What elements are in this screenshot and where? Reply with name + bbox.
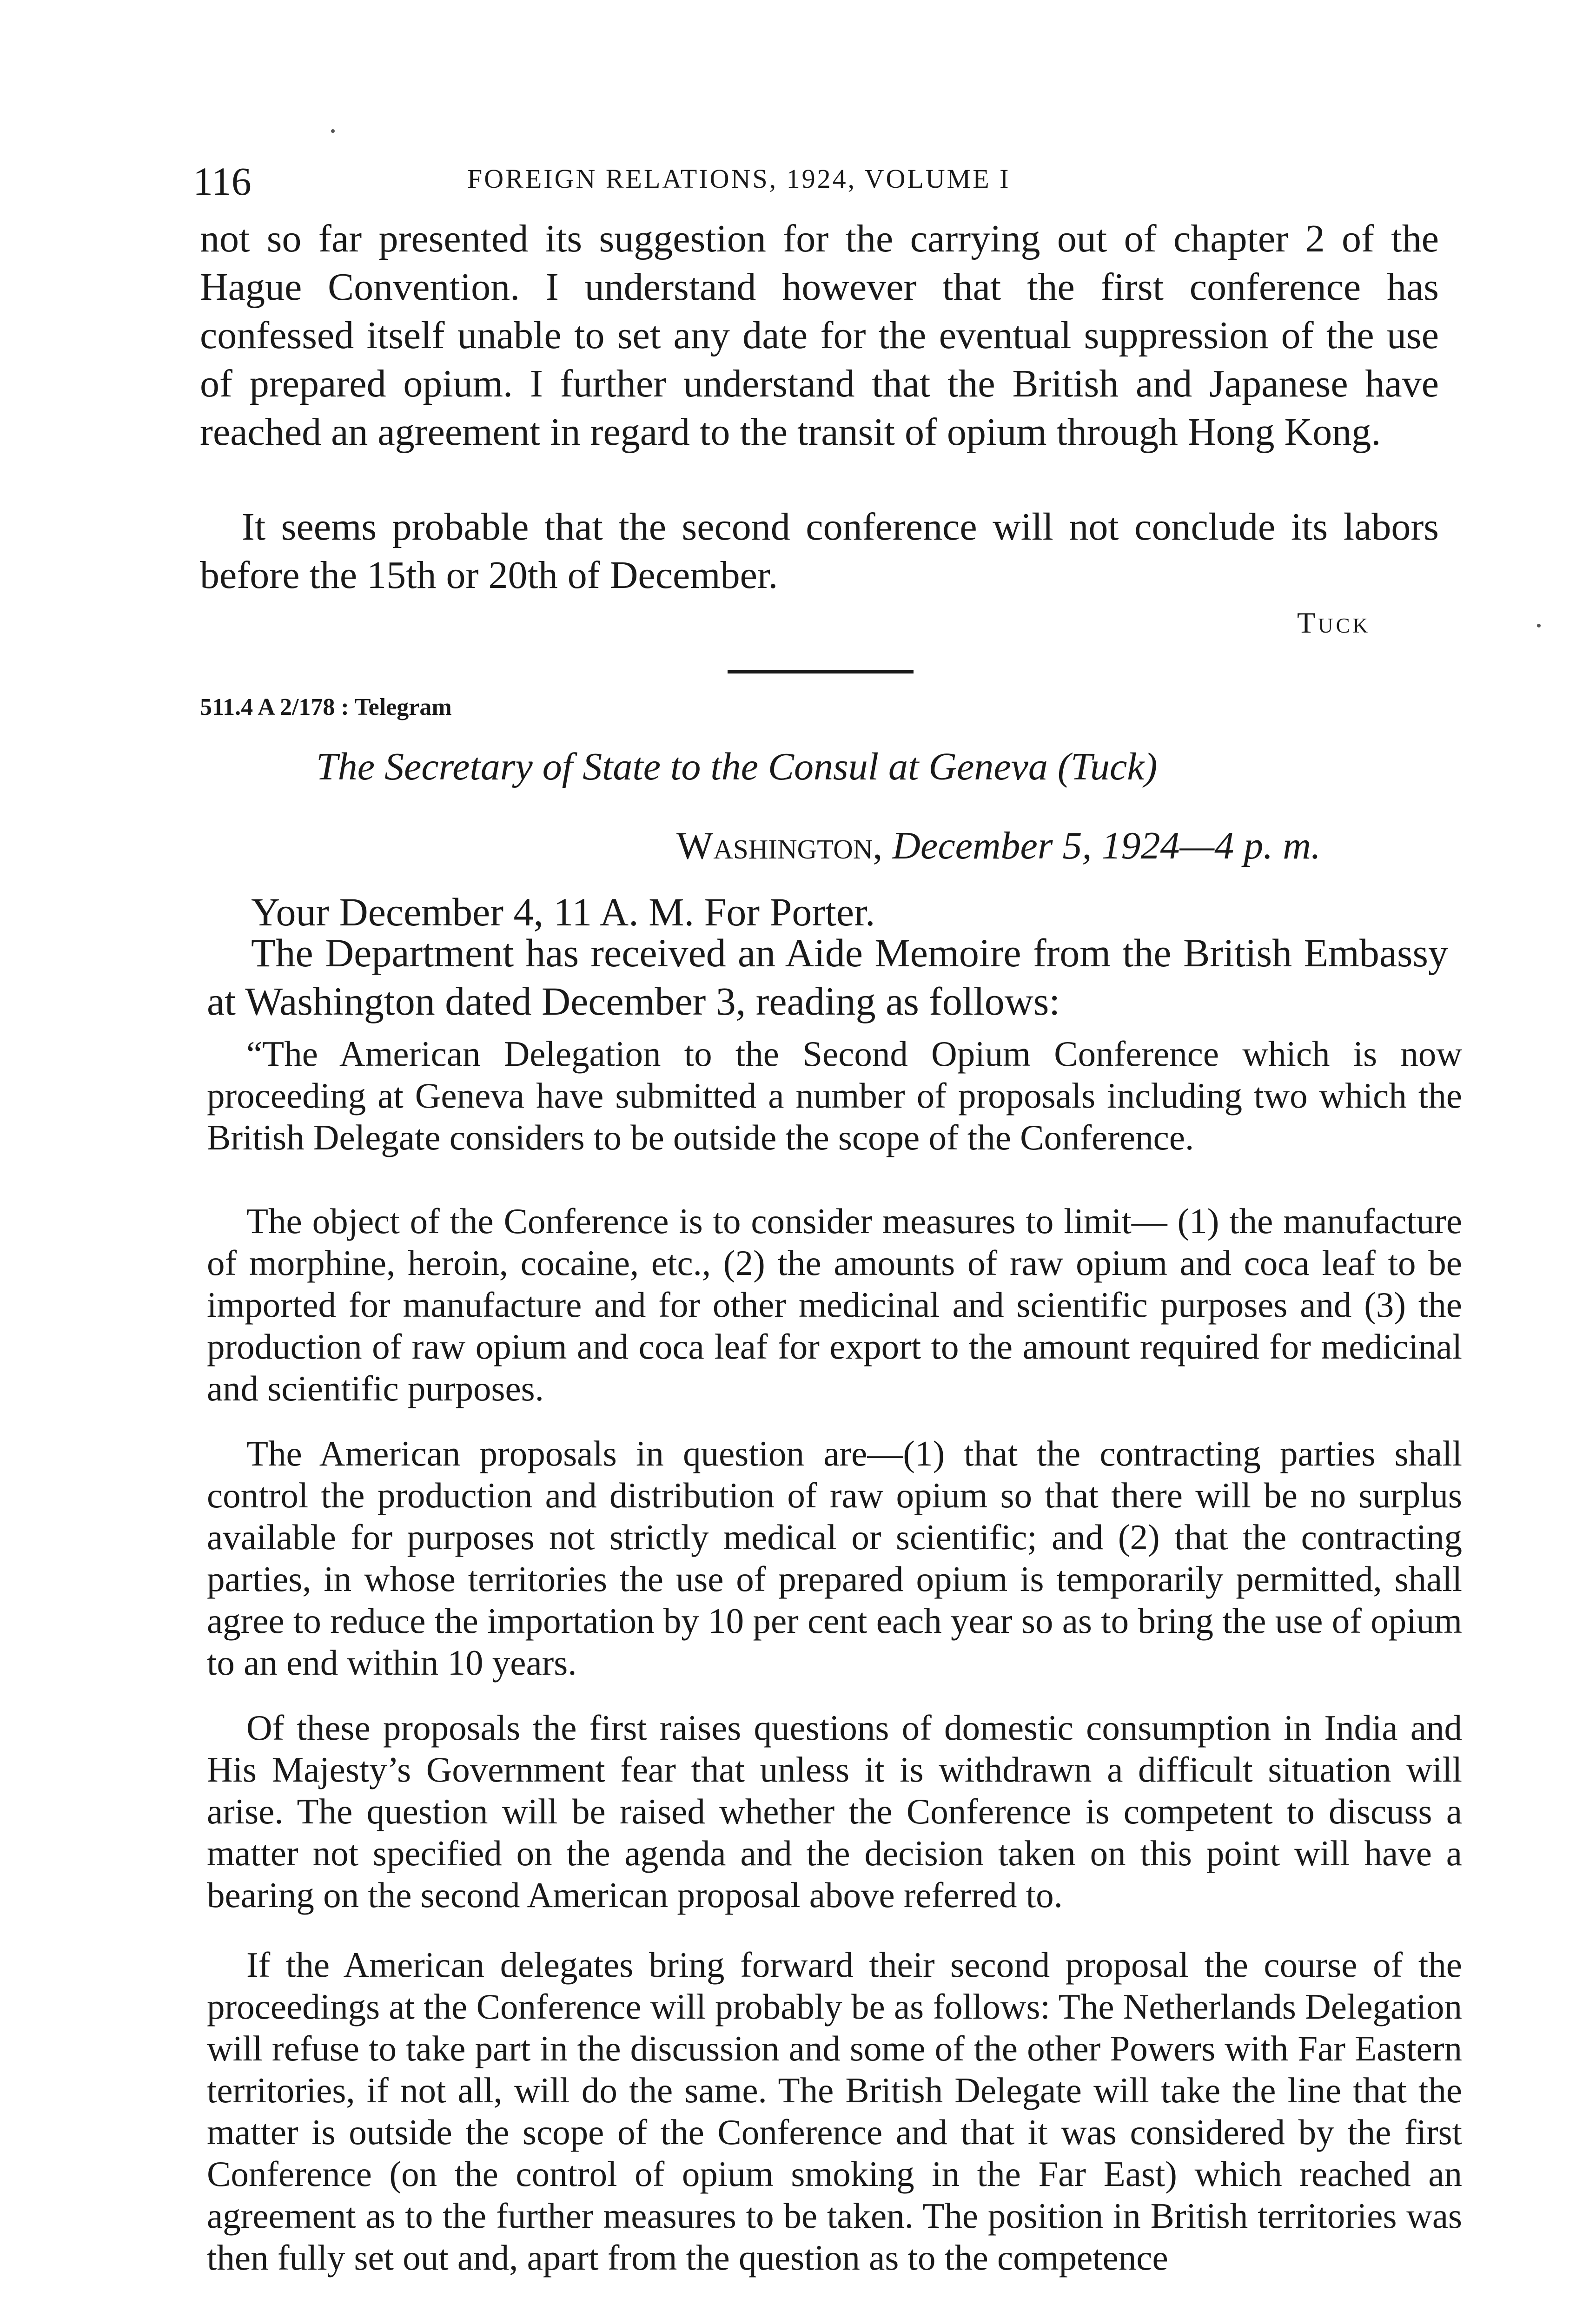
quoted-paragraph-2: The object of the Conference is to consider measures to limit— (1) the manufacture of morphine, heroin, cocaine, etc., (2) the amounts of raw opium and coca leaf to be imported for manufacture and for other medicinal and scientific purposes and (3) the production of raw opium and coca leaf for export to the amount required for medicinal and scientific purposes. [207, 1201, 1462, 1408]
telegram-intro: The Department has received an Aide Memoire from the British Embassy at Washington dated December 3, reading as follows: [207, 931, 1448, 1023]
document-title: The Secretary of State to the Consul at Geneva (Tuck) [316, 745, 1158, 788]
dateline [676, 823, 1321, 869]
page-number: 116 [193, 159, 252, 204]
telegram-opening: Your December 4, 11 A. M. For Porter. [251, 890, 875, 934]
running-head: FOREIGN RELATIONS, 1924, VOLUME I [467, 164, 1011, 194]
quoted-paragraph-5: If the American delegates bring forward their second proposal the course of the proceedings at the Conference will probably be as follows: The Netherlands Delegation will refuse to take part in the discussion and some of the other Powers with Far Eastern territories, if not all, will do the same. The British Delegate will take the line that the matter is outside the scope of the Conference and that it was considered by the first Conference (on the control of opium smoking in the Far East) which reached an agreement as to the further measures to be taken. The position in British territories was then fully set out and, apart from the question as to the competence [207, 1945, 1462, 2278]
page-header [193, 156, 1411, 207]
dateline-place: Washington, [676, 824, 883, 867]
stray-mark [1537, 624, 1541, 627]
quoted-paragraph-1: “The American Delegation to the Second Opium Conference which is now proceeding at Geneva have submitted a number of proposals including two which the British Delegate considers to be outside the scope of the Conference. [207, 1034, 1462, 1157]
closing-paragraph: It seems probable that the second conference will not conclude its labors before the 15th or 20th of December. [200, 505, 1439, 597]
continued-paragraph: not so far presented its suggestion for the carrying out of chapter 2 of the Hague Convention. I understand however that the first conference has confessed itself unable to set any date for the eventual suppression of the use of prepared opium. I further understand that the British and Japanese have reached an agreement in regard to the transit of opium through Hong Kong. [200, 217, 1439, 454]
section-divider [728, 670, 914, 673]
signature-tuck: Tuck [1297, 606, 1371, 639]
quoted-paragraph-4: Of these proposals the first raises questions of domestic consumption in India and His Majesty’s Government fear that unless it is withdrawn a difficult situation will arise. The question will be raised whether the Conference is competent to discuss a matter not specified on the agenda and the decision taken on this point will have a bearing on the second American proposal above referred to. [207, 1708, 1462, 1915]
quoted-paragraph-3: The American proposals in question are—(1) that the contracting parties shall control the production and distribution of raw opium so that there will be no surplus available for purposes not strictly medical or scientific; and (2) that the contracting parties, in whose territories the use of prepared opium is temporarily permitted, shall agree to reduce the importation by 10 per cent each year so as to bring the use of opium to an end within 10 years. [207, 1433, 1462, 1683]
file-reference: 511.4 A 2/178 : Telegram [200, 694, 452, 720]
dateline-date: December 5, 1924—4 p. m. [892, 824, 1321, 867]
stray-mark [331, 129, 335, 133]
